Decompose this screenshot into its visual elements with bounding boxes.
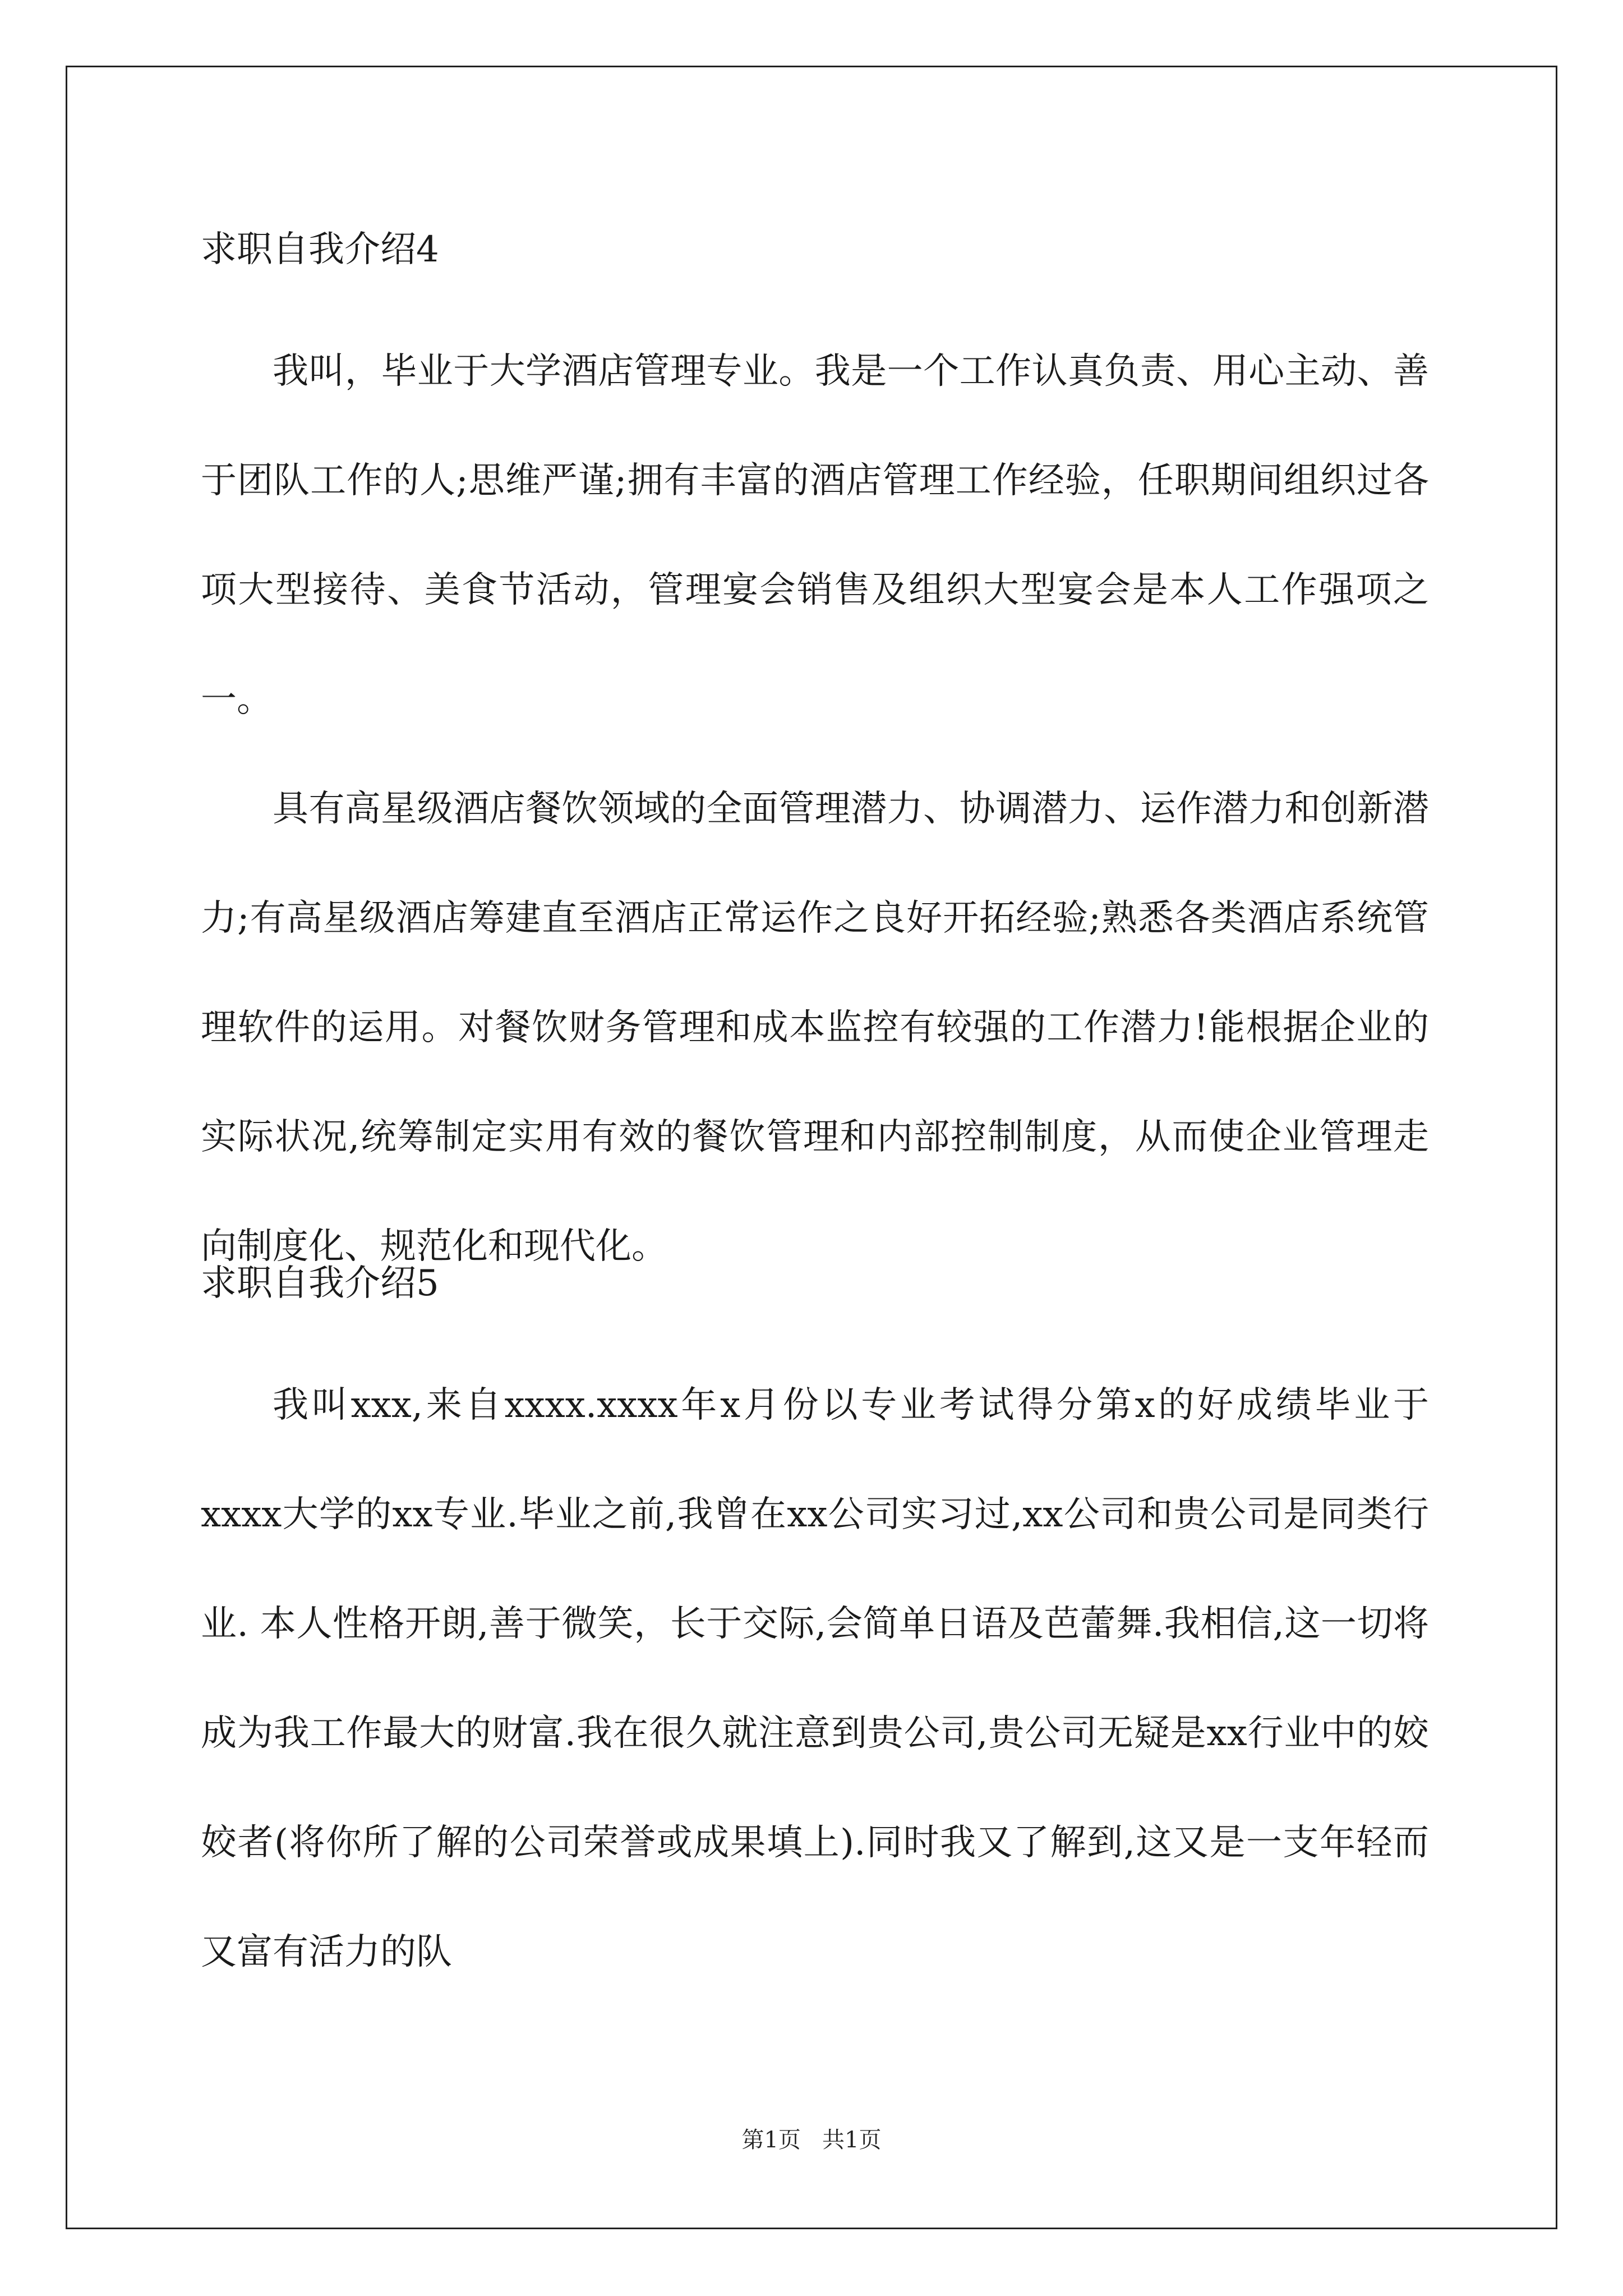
- section-4-paragraph-2: 具有高星级酒店餐饮领域的全面管理潜力、协调潜力、运作潜力和创新潜力;有高星级酒店筹建直至酒店正常运作之良好开拓经验;熟悉各类酒店系统管理软件的运用。对餐饮财务管理和成本监控有较强的工作潜力!能根据企业的实际状况,统筹制定实用有效的餐饮管理和内部控制制度，从而使企业管理走向制度化、规范化和现代化。: [201, 788, 1429, 1267]
- section-4-paragraph-1: 我叫，毕业于大学酒店管理专业。我是一个工作认真负责、用心主动、善于团队工作的人;思维严谨;拥有丰富的酒店管理工作经验，任职期间组织过各项大型接待、美食节活动，管理宴会销售及组织大型宴会是本人工作强项之一。: [201, 351, 1429, 720]
- section-5-paragraph-1: 我叫xxx,来自xxxx.xxxx年x月份以专业考试得分第x的好成绩毕业于xxxx大学的xx专业.毕业之前,我曾在xx公司实习过,xx公司和贵公司是同类行业. 本人性格开朗,善于微笑，长于交际,会简单日语及芭蕾舞.我相信,这一切将成为我工作最大的财富.我在很久就注意到贵公司,贵公司无疑是xx行业中的姣姣者(将你所了解的公司荣誉或成果填上).同时我又了解到,这又是一支年轻而又富有活力的队: [201, 1384, 1429, 1973]
- section-heading-5: 求职自我介绍5: [201, 1263, 439, 1304]
- page-number-footer: 第1页 共1页: [741, 2127, 882, 2153]
- section-heading-4: 求职自我介绍4: [201, 229, 439, 270]
